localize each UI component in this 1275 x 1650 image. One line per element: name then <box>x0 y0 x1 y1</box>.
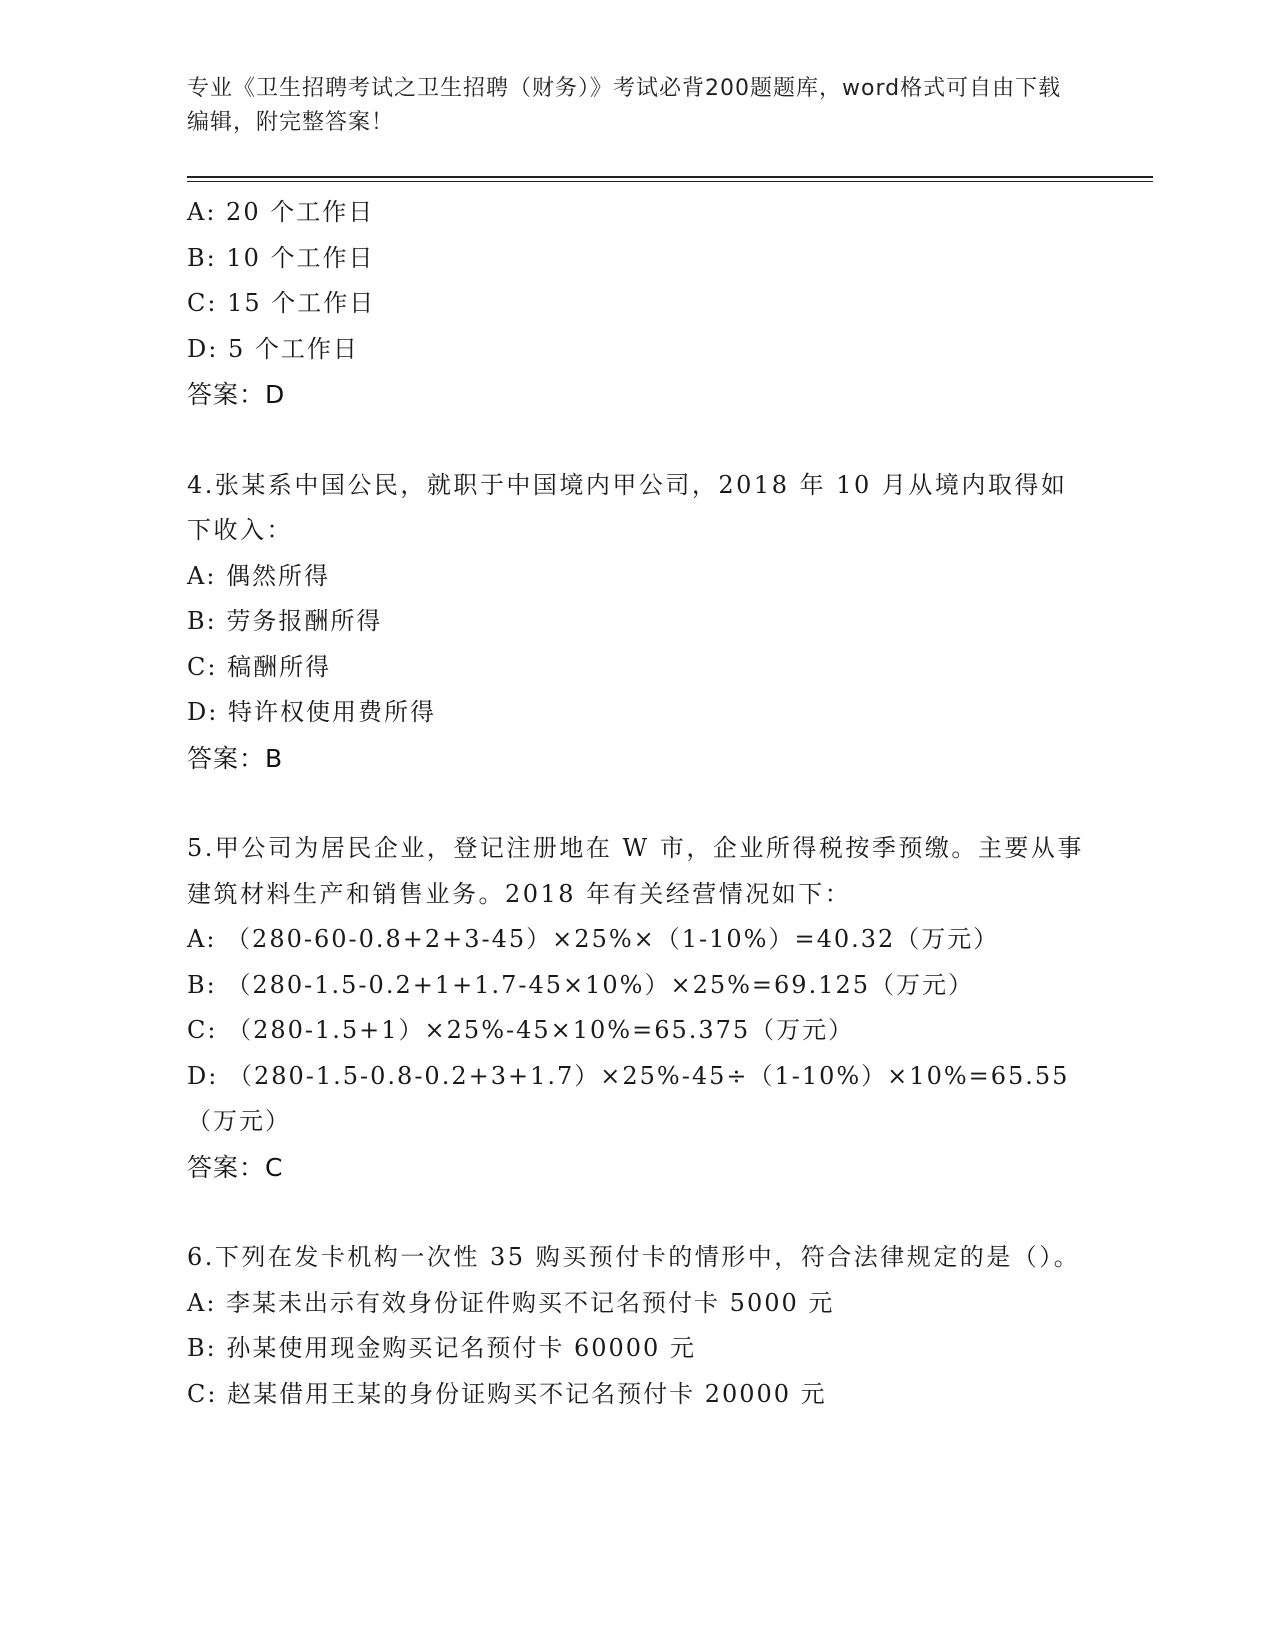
question-6-block <box>187 1235 1087 1417</box>
question-stem: 5.甲公司为居民企业，登记注册地在 W 市，企业所得税按季预缴。主要从事建筑材料生产和销售业务。2018 年有关经营情况如下： <box>187 834 1084 908</box>
answer: 答案：D <box>187 380 286 409</box>
answer: 答案：B <box>187 743 284 773</box>
question-content <box>187 190 1087 1417</box>
option-b: B: 孙某使用现金购买记名预付卡 60000 元 <box>187 1334 696 1362</box>
option-b: B: 10 个工作日 <box>187 243 375 272</box>
option-c: C: 15 个工作日 <box>187 289 376 317</box>
option-d: D: 5 个工作日 <box>187 334 359 363</box>
question-3-block <box>187 190 1087 418</box>
question-stem: 4.张某系中国公民，就职于中国境内甲公司，2018 年 10 月从境内取得如下收入： <box>187 470 1068 544</box>
option-a: A: 20 个工作日 <box>187 198 375 226</box>
option-c: C: 赵某借用王某的身份证购买不记名预付卡 20000 元 <box>187 1379 827 1408</box>
option-c: C: 稿酬所得 <box>187 652 332 681</box>
document-header: 专业《卫生招聘考试之卫生招聘（财务）》考试必背200题题库，word格式可自由下载编辑，附完整答案！ <box>187 76 1062 135</box>
header-rule-thin <box>187 181 1153 182</box>
option-d: D: （280-1.5-0.8-0.2+3+1.7）×25%-45÷（1-10%）×10%=65.55（万元） <box>187 1061 1070 1135</box>
option-a: A: （280-60-0.8+2+3-45）×25%×（1-10%）=40.32（万元） <box>187 925 1000 953</box>
option-c: C: （280-1.5+1）×25%-45×10%=65.375（万元） <box>187 1016 855 1044</box>
question-4-block <box>187 463 1087 782</box>
option-a: A: 李某未出示有效身份证件购买不记名预付卡 5000 元 <box>187 1288 835 1317</box>
spacer <box>187 418 1087 463</box>
option-b: B: 劳务报酬所得 <box>187 607 383 635</box>
question-5-block <box>187 826 1087 1190</box>
header-rule-thick <box>187 176 1153 178</box>
answer: 答案：C <box>187 1152 284 1182</box>
option-b: B: （280-1.5-0.2+1+1.7-45×10%）×25%=69.125（万元） <box>187 970 975 999</box>
option-a: A: 偶然所得 <box>187 561 331 590</box>
question-stem: 6.下列在发卡机构一次性 35 购买预付卡的情形中，符合法律规定的是（）。 <box>187 1243 1081 1271</box>
spacer <box>187 1190 1087 1235</box>
spacer <box>187 781 1087 826</box>
option-d: D: 特许权使用费所得 <box>187 698 436 726</box>
